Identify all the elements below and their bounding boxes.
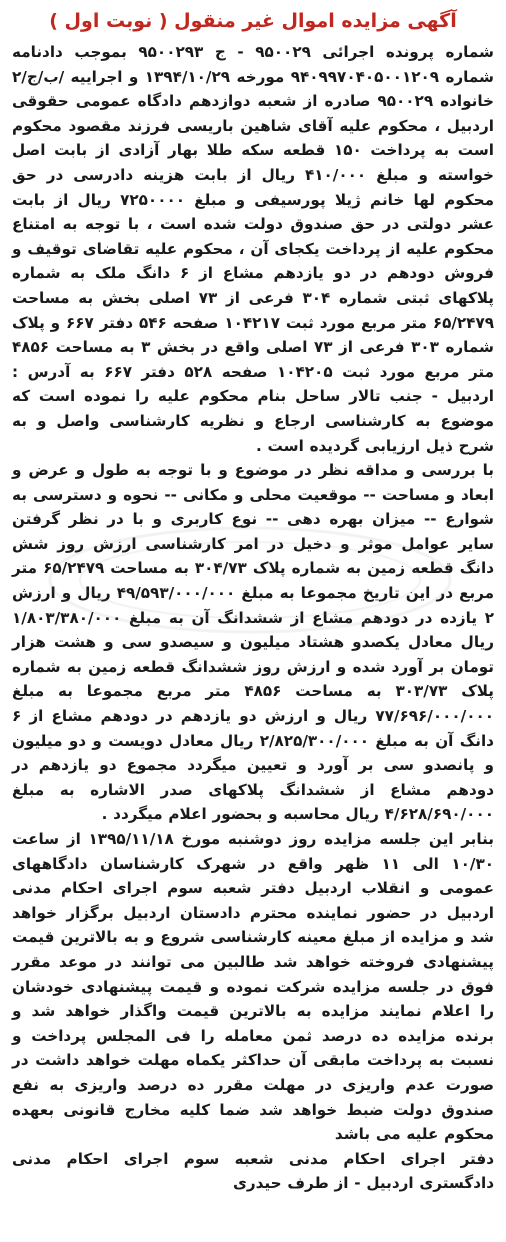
notice-paragraph-valuation: با بررسی و مداقه نظر در موضوع و با توجه به طول و عرض و ابعاد و مساحت -- موقعیت محلی و مکانی -- نحوه و دسترسی به شوارع -- میزان بهره دهی -- نوع کاربری و با در نظر گرفتن سایر عوامل موثر و دخیل در امر کارشناسی ارزش روز شش دانگ قطعه زمین به شماره پلاک ۳۰۴/۷۳ به مساحت ۶۵/۲۴۷۹ متر مربع در این تاریخ مجموعا به مبلغ ۴۹/۵۹۳/۰۰۰/۰۰۰ ریال و ارزش ۲ یازده در دودهم مشاع از ششدانگ آن به مبلغ ۱/۸۰۳/۳۸۰/۰۰۰ ریال معادل یکصدو هشتاد میلیون و سیصدو سی و هشت هزار تومان بر آورد شده و ارزش روز ششدانگ قطعه زمین به شماره پلاک ۳۰۳/۷۳ به مساحت ۴۸۵۶ متر مربع مجموعا به مبلغ ۷۷/۶۹۶/۰۰۰/۰۰۰ ریال و ارزش دو یازدهم در دودهم مشاع از ۶ دانگ آن به مبلغ ۲/۸۲۵/۳۰۰/۰۰۰ ریال معادل دویست و دو میلیون و پانصدو سی بر آورد و تعیین میگردد مجموع دو یازدهم در دودهم مشاع از ششدانگ پلاکهای صدر الاشاره به مبلغ ۴/۶۲۸/۶۹۰/۰۰۰ ریال محاسبه و بحضور اعلام میگردد . [12, 461, 495, 824]
notice-title: آگهی مزایده اموال غیر منقول ( نوبت اول ) [49, 10, 457, 32]
notice-paragraph-case-details: شماره پرونده اجرائی ۹۵۰۰۲۹ - ج ۹۵۰۰۲۹۳ بموجب دادنامه شماره ۹۴۰۹۹۷۰۴۰۵۰۰۱۲۰۹ مورخه ۱۳۹۴/۱۰/۲۹ و اجراییه /ب/ج/۲ خانواده ۹۵۰۰۲۹ صادره از شعبه دوازدهم دادگاه عمومی حقوقی اردبیل ، محکوم علیه آقای شاهین باریسی فرزند مقصود محکوم است به پرداخت ۱۵۰ قطعه سکه طلا بهار آزادی از بابت اصل خواسته و مبلغ ۴۱۰/۰۰۰ ریال از بابت هزینه دادرسی در حق محکوم لها خانم ژیلا پورسیفی و مبلغ ۷۲۵۰۰۰۰ ریال از بابت عشر دولتی در حق صندوق دولت شده است ، با توجه به امتناع محکوم علیه از پرداخت یکجای آن ، محکوم علیه تقاضای توقیف و فروش دودهم در دو یازدهم مشاع از ۶ دانگ ملک به شماره پلاکهای ثبتی شماره ۳۰۴ فرعی از ۷۳ اصلی بخش به مساحت ۶۵/۲۴۷۹ متر مربع مورد ثبت ۱۰۴۲۱۷ صفحه ۵۴۶ دفتر ۶۶۷ و پلاک شماره ۳۰۳ فرعی از ۷۳ اصلی واقع در بخش ۳ به مساحت ۴۸۵۶ متر مربع مورد ثبت ۱۰۴۲۰۵ صفحه ۵۲۸ دفتر ۶۶۷ به آدرس : اردبیل - جنب تالار ساحل بنام محکوم علیه را نموده است که موضوع به کارشناسی ارجاع و نظریه کارشناسی واصل و به شرح ذیل ارزیابی گردیده است . [12, 43, 495, 455]
notice-paragraph-auction-session: بنابر این جلسه مزایده روز دوشنبه مورخ ۱۳۹۵/۱۱/۱۸ از ساعت ۱۰/۳۰ الی ۱۱ ظهر واقع در شهرک کارشناسان دادگاههای عمومی و انقلاب اردبیل دفتر شعبه سوم اجرای احکام مدنی اردبیل در حضور نماینده محترم دادستان اردبیل برگزار خواهد شد و مزایده از مبلغ معینه کارشناسی شروع و به بالاترین قیمت پیشنهادی فروخته خواهد شد طالبین می توانند در موعد مقرر فوق در جلسه مزایده شرکت نموده و قیمت پیشنهادی خودشان را اعلام نمایند مزایده به بالاترین قیمت واگذار خواهد شد و برنده مزایده ده درصد ثمن معامله را فی المجلس پرداخت و نسبت به پرداخت مابقی آن حداکثر یکماه مهلت خواهد داشت در صورت عدم واریزی در مهلت مقرر ده درصد واریزی به نفع صندوق دولت ضبط خواهد شد ضما کلیه مخارج قانونی بعهده محکوم علیه می باشد [12, 830, 494, 1144]
notice-paragraph-signature: دفتر اجرای احکام مدنی شعبه سوم اجرای احکام مدنی دادگستری اردبیل - از طرف حیدری [12, 1149, 494, 1193]
